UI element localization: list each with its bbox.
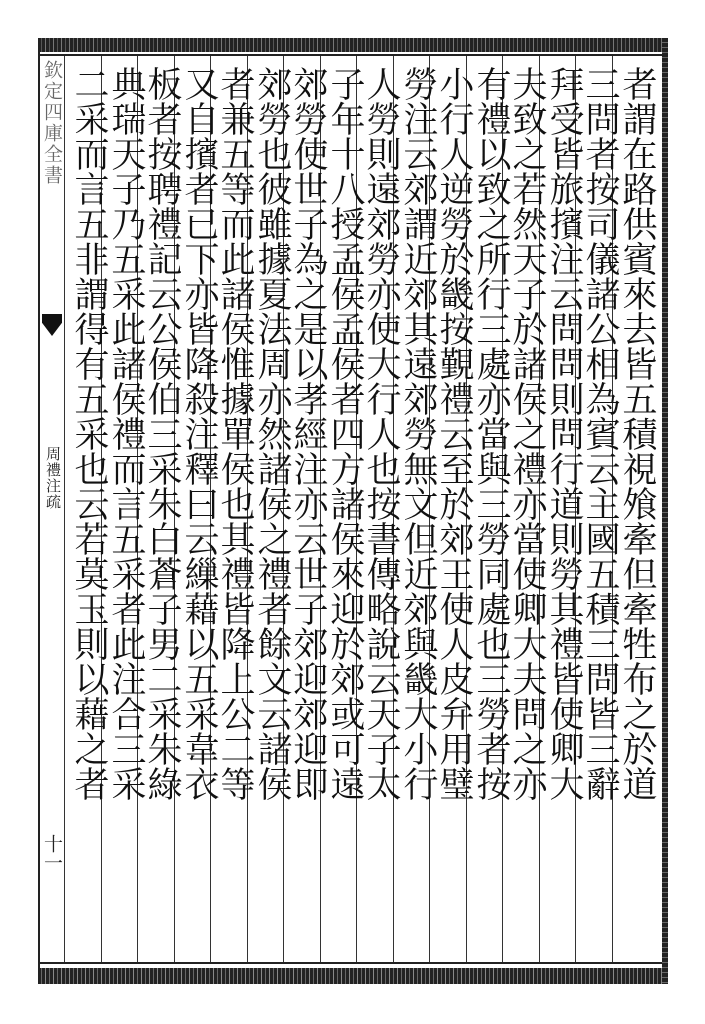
text-column: 郊勞也彼雖據夏法周亦然諸侯之禮者餘文云諸侯 [252,66,292,801]
text-column: 郊勞使世子為之是以孝經注亦云世子郊迎郊迎即 [288,66,328,801]
text-column: 夫致之若然天子於諸侯之禮亦當使卿大夫問之亦 [507,66,547,801]
text-column: 二采而言五非謂得有五采也云若莫玉則以藉之者 [69,66,109,801]
top-border-line [38,54,668,56]
text-column: 人勞則遠郊勞亦使大行人也按書傳略說云天子太 [361,66,401,801]
text-column: 子年十八授孟侯孟侯者四方諸侯來迎於郊或可遠 [325,66,365,801]
text-column: 板者按聘禮記云公侯伯三采朱白蒼子男二采朱綠 [142,66,182,801]
column-rule [64,56,65,962]
folio-number: 十一 [41,834,63,872]
right-border [662,38,668,984]
text-column: 拜受皆旅擯注云問問則問行道則勞其禮皆使卿大 [544,66,584,801]
text-column: 又自擯者已下亦皆降殺注釋曰云繅藉以五采韋衣 [179,66,219,801]
text-column: 勞注云郊謂近郊其遠郊勞無文但近郊與畿大小行 [398,66,438,801]
bottom-border-line [38,962,668,964]
top-border [38,38,668,52]
book-title: 周禮注疏 [44,446,62,510]
text-column: 三問者按司儀諸公相為賓云主國五積三問皆三辭 [580,66,620,801]
text-column: 小行人逆勞於畿按覲禮云至於郊王使人皮弁用璧 [434,66,474,801]
text-column: 有禮以致之所行三處亦當與三勞同處也三勞者按 [471,66,511,801]
fish-tail-mark [42,314,62,336]
text-column: 者謂在路供賓來去皆五積視飧牽但牽牲布之於道 [617,66,657,801]
margin-strip [40,56,64,962]
text-column: 典瑞天子乃五采此諸侯禮而言五采者此注合三采 [106,66,146,801]
bottom-border [38,968,668,984]
collection-title: 欽定四庫全書 [41,60,63,186]
text-column: 者兼五等而此諸侯惟據單侯也其禮皆降上公二等 [215,66,255,801]
